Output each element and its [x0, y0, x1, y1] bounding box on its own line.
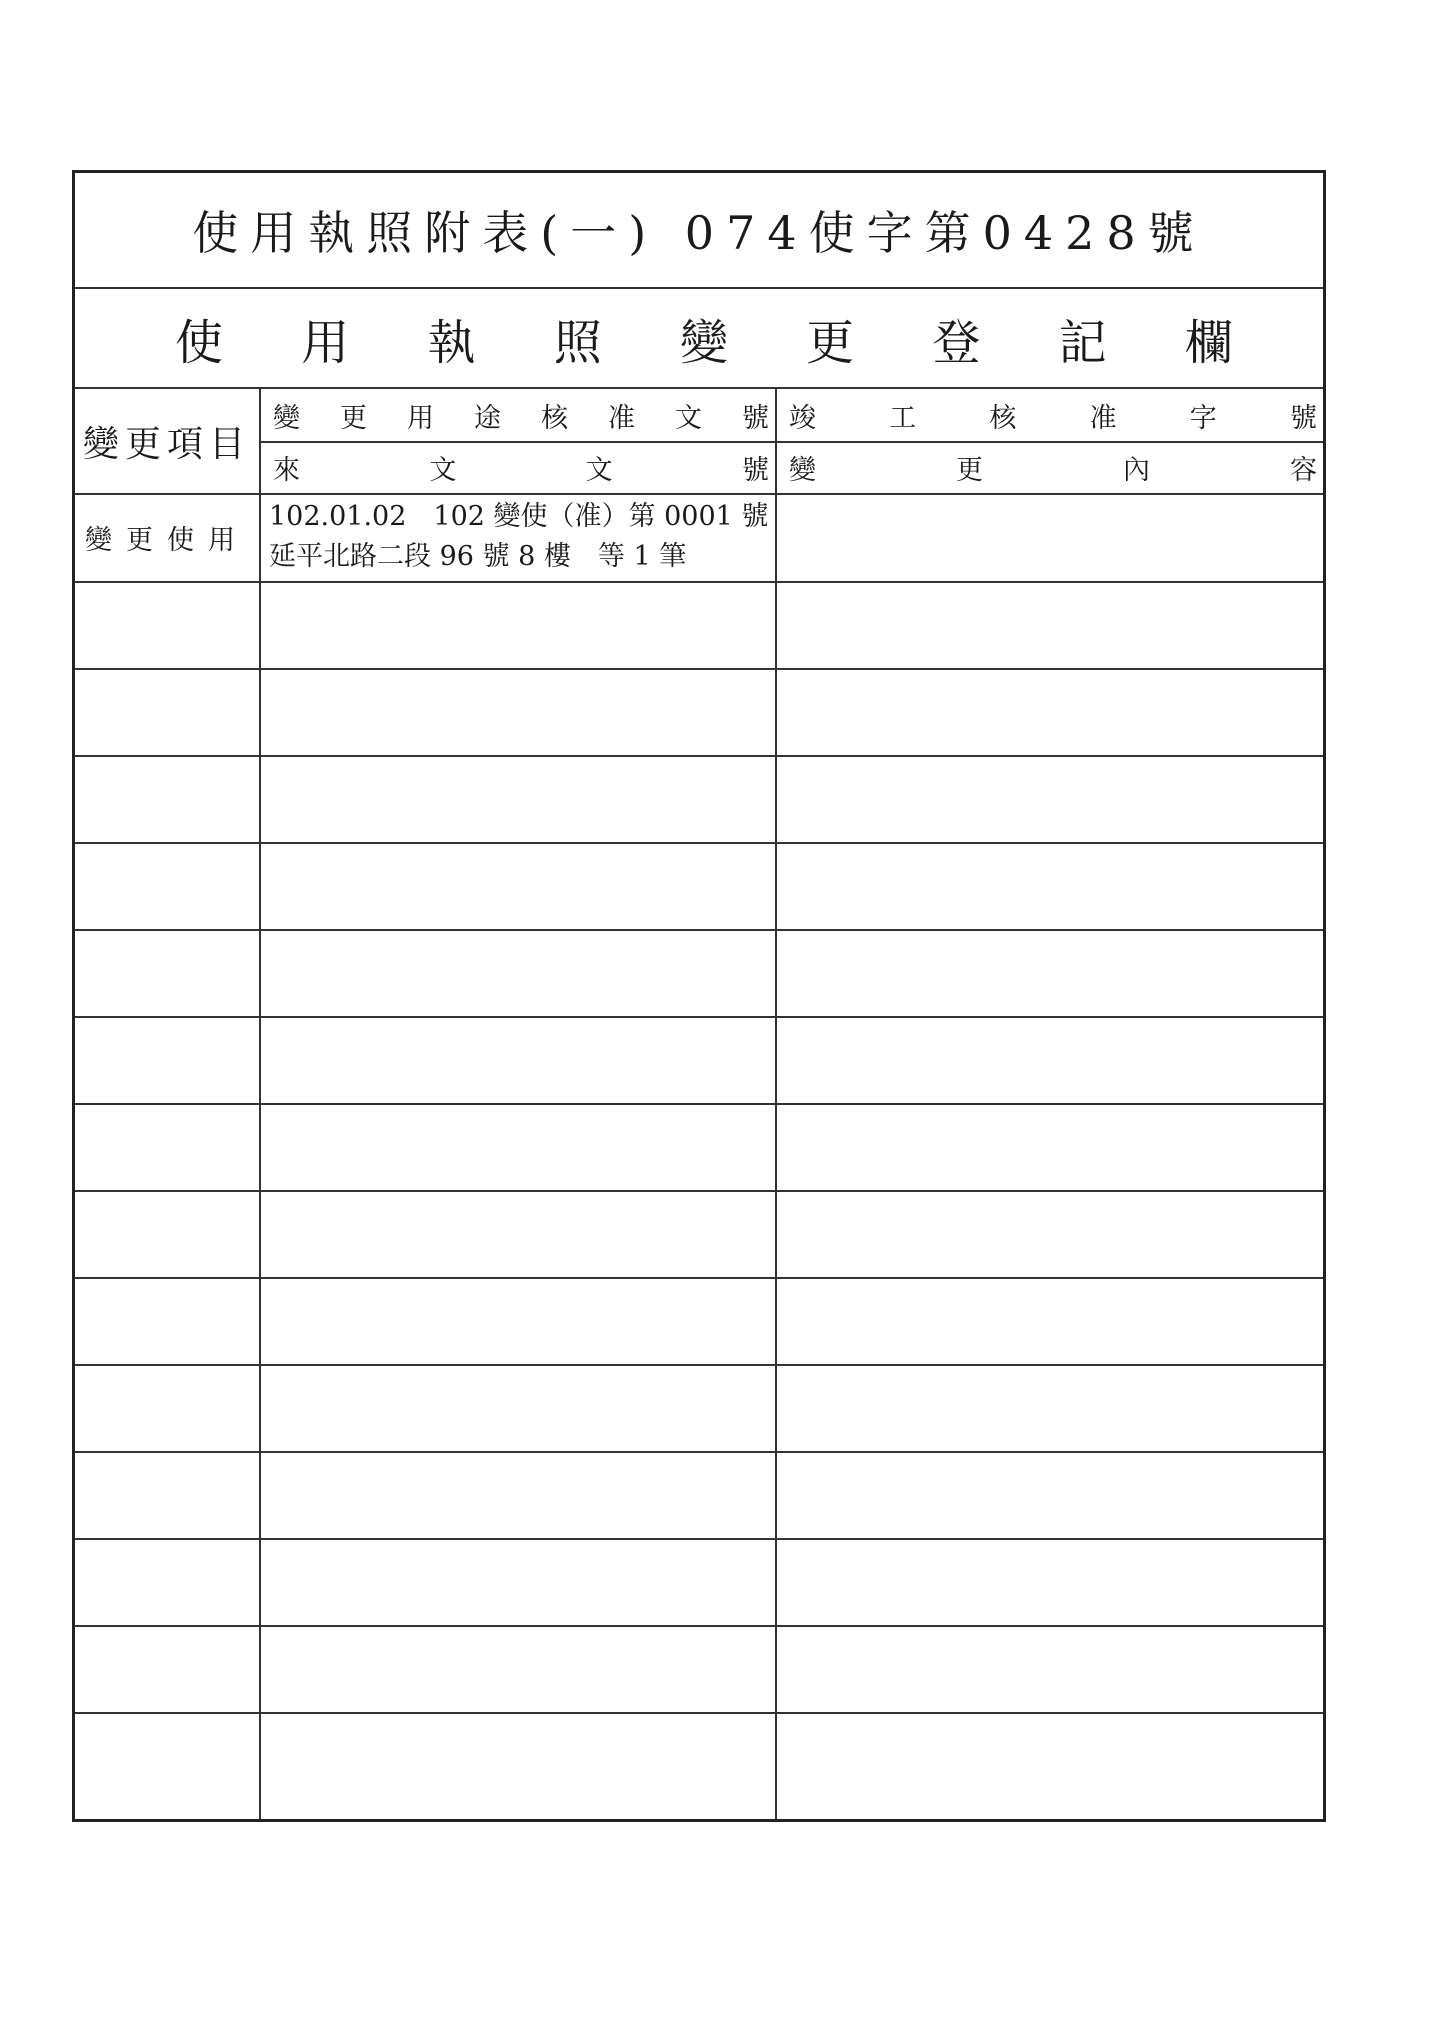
header-char: 文	[675, 402, 702, 434]
entry-content-cell	[777, 497, 1323, 581]
header-char: 容	[1290, 454, 1317, 486]
row-line	[75, 842, 1323, 844]
header-char: 號	[1289, 402, 1317, 434]
subtitle-char: 變	[679, 314, 728, 371]
header-char: 文	[429, 454, 457, 486]
header-bottom-line	[75, 493, 1323, 495]
header-char: 更	[956, 454, 983, 486]
row-line	[75, 1451, 1323, 1453]
subtitle-char: 更	[806, 314, 855, 371]
header-char: 核	[541, 402, 568, 434]
header-char: 變	[273, 402, 300, 434]
subtitle-char: 使	[175, 314, 224, 371]
form-title: 使用執照附表(一) 074使字第0428號	[192, 206, 1206, 260]
row-line	[75, 1016, 1323, 1018]
row-line	[75, 1277, 1323, 1279]
entry-item: 變更使用	[85, 524, 249, 556]
row-line	[75, 755, 1323, 757]
row-line	[75, 1625, 1323, 1627]
subtitle-char: 執	[427, 314, 476, 371]
row-line	[75, 1103, 1323, 1105]
row-line	[75, 929, 1323, 931]
header-char: 文	[585, 454, 613, 486]
header-char: 工	[889, 402, 917, 434]
row-line	[75, 581, 1323, 583]
row-header-label: 變更項目	[82, 423, 251, 465]
header-char: 號	[741, 454, 769, 486]
change-record-table	[75, 389, 1323, 1819]
entry-document-cell	[261, 497, 775, 581]
row-header-cell	[75, 389, 259, 493]
subtitle-char: 記	[1058, 314, 1107, 371]
row-line	[75, 1538, 1323, 1540]
header-char: 核	[989, 402, 1017, 434]
entry-item-cell	[75, 495, 259, 579]
col1-header-bottom	[261, 441, 775, 493]
header-char: 內	[1123, 454, 1150, 486]
row-line	[75, 1712, 1323, 1714]
col1-header-top	[261, 389, 775, 441]
row-line	[75, 1364, 1323, 1366]
subtitle-char: 用	[301, 314, 350, 371]
subtitle-char: 照	[553, 314, 602, 371]
form-subtitle-band	[75, 289, 1323, 389]
header-char: 變	[789, 454, 816, 486]
col2-header-top	[777, 389, 1323, 441]
header-char: 准	[608, 402, 635, 434]
header-char: 字	[1189, 402, 1217, 434]
header-char: 更	[340, 402, 367, 434]
subtitle-char: 登	[932, 314, 981, 371]
form-title-band	[75, 173, 1323, 289]
entry-address: 延平北路二段 96 號 8 樓 等 1 筆	[269, 541, 687, 572]
header-char: 途	[474, 402, 501, 434]
header-char: 號	[742, 402, 769, 434]
license-form	[72, 170, 1326, 1822]
row-line	[75, 668, 1323, 670]
entry-document-number: 102.01.02 102 變使（准）第 0001 號	[269, 501, 769, 532]
header-char: 來	[273, 454, 300, 486]
header-char: 准	[1089, 402, 1117, 434]
header-char: 用	[407, 402, 434, 434]
header-char: 竣	[789, 402, 816, 434]
row-line	[75, 1190, 1323, 1192]
col2-header-bottom	[777, 441, 1323, 493]
subtitle-char: 欄	[1184, 314, 1233, 371]
